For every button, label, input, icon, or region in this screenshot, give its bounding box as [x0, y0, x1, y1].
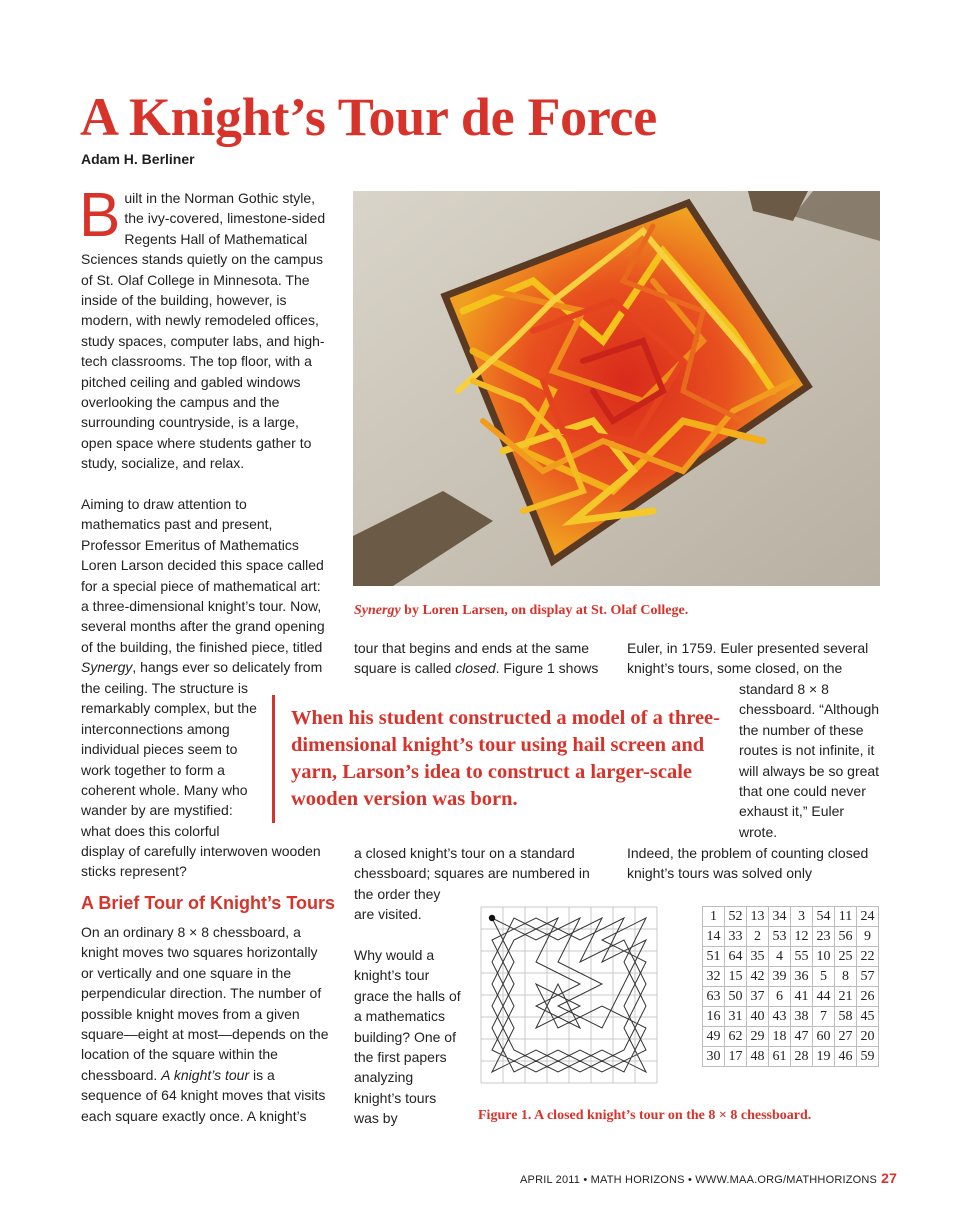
pullquote: When his student constructed a model of a three-dimensional knight’s tour using hail screen and yarn, Larson’s idea to construct a larger-scale wooden version was born. — [291, 707, 720, 810]
article-author: Adam H. Berliner — [81, 151, 195, 167]
grid-cell: 57 — [857, 967, 879, 987]
paragraph-figure-ref: a closed knight’s tour on a standard chessboard; squares are numbered in the order they — [354, 845, 590, 902]
grid-cell: 17 — [725, 1047, 747, 1067]
grid-row — [703, 1047, 879, 1067]
grid-cell: 10 — [813, 947, 835, 967]
grid-cell: 16 — [703, 1007, 725, 1027]
grid-cell: 4 — [769, 947, 791, 967]
grid-cell: 24 — [857, 907, 879, 927]
column-1-bottom — [81, 922, 331, 1126]
grid-cell: 5 — [813, 967, 835, 987]
paragraph-larson-end: display of carefully interwoven wooden sticks represent? — [81, 843, 321, 880]
closed-italic: closed — [455, 660, 496, 677]
paragraph-intro-text: uilt in the Norman Gothic style, the ivy-covered, limestone-sided Regents Hall of Mathematical Sciences stands quietly on the campus of St. Olaf College in Minnesota. The inside of the building, however, is modern, with newly remodeled offices, study spaces, computer labs, and high-tech classrooms. The top floor, with a pitched ceiling and gabled windows overlooking the campus and the surrounding countryside, is a large, open space where students gather to study, socialize, and relax. — [81, 190, 326, 472]
grid-cell: 12 — [791, 927, 813, 947]
paragraph-euler-quote: standard 8 × 8 chessboard. “Although the number of these routes is not infinite, it will always be so great that one could never exhaust it,” Euler wrote. — [739, 681, 880, 840]
drop-cap: B — [79, 181, 121, 250]
grid-cell: 32 — [703, 967, 725, 987]
grid-cell: 56 — [835, 927, 857, 947]
grid-row — [703, 907, 879, 927]
grid-cell: 41 — [791, 987, 813, 1007]
grid-cell: 34 — [769, 907, 791, 927]
grid-cell: 40 — [747, 1007, 769, 1027]
grid-cell: 3 — [791, 907, 813, 927]
knights-tour-number-grid — [702, 906, 879, 1067]
column-3-top — [627, 638, 880, 679]
grid-cell: 25 — [835, 947, 857, 967]
column-1-mid — [81, 494, 329, 678]
grid-cell: 45 — [857, 1007, 879, 1027]
grid-cell: 2 — [747, 927, 769, 947]
paragraph-euler: Euler, in 1759. Euler presented several knight’s tours, some closed, on the — [627, 640, 869, 677]
grid-cell: 53 — [769, 927, 791, 947]
column-2-bottom — [354, 945, 464, 1129]
paragraph-knight-moves-a: On an ordinary 8 × 8 chessboard, a knight moves two squares horizontally or vertically and one square in the perpendicular direction. The number of possible knight moves from a given square—eight at most—depends on the location of the square within the chessboard. — [81, 924, 329, 1083]
column-2-mid2 — [354, 904, 474, 924]
grid-cell: 38 — [791, 1007, 813, 1027]
footer-text: APRIL 2011 • MATH HORIZONS • WWW.MAA.ORG/MATHHORIZONS — [520, 1174, 878, 1186]
grid-cell: 49 — [703, 1027, 725, 1047]
grid-cell: 55 — [791, 947, 813, 967]
section-heading: A Brief Tour of Knight’s Tours — [81, 893, 335, 913]
paragraph-larson-text-b: , hangs ever so delicately from — [132, 659, 323, 676]
synergy-italic: Synergy — [81, 659, 133, 676]
grid-cell: 11 — [835, 907, 857, 927]
column-3-bottom — [627, 843, 880, 884]
grid-row — [703, 987, 879, 1007]
grid-cell: 7 — [813, 1007, 835, 1027]
grid-cell: 60 — [813, 1027, 835, 1047]
grid-cell: 46 — [835, 1047, 857, 1067]
paragraph-closed-b: . Figure 1 shows — [495, 660, 599, 677]
paragraph-counting: Indeed, the problem of counting closed knight’s tours was solved only — [627, 845, 869, 882]
grid-cell: 19 — [813, 1047, 835, 1067]
grid-row — [703, 967, 879, 987]
grid-cell: 13 — [747, 907, 769, 927]
grid-row — [703, 1027, 879, 1047]
grid-cell: 35 — [747, 947, 769, 967]
grid-cell: 21 — [835, 987, 857, 1007]
column-3-wrap — [739, 679, 881, 842]
paragraph-why: Why would a knight’s tour grace the halls of a mathematics building? One of the first papers analyzing knight’s tours was by — [354, 947, 461, 1127]
knights-tour-italic: A knight’s tour — [161, 1066, 250, 1083]
page-footer — [520, 1170, 897, 1186]
grid-cell: 54 — [813, 907, 835, 927]
grid-cell: 51 — [703, 947, 725, 967]
grid-cell: 37 — [747, 987, 769, 1007]
grid-cell: 36 — [791, 967, 813, 987]
photo-caption-text: by Loren Larsen, on display at St. Olaf College. — [400, 603, 689, 618]
figure-caption: Figure 1. A closed knight’s tour on the 8 × 8 chessboard. — [478, 1108, 812, 1123]
grid-cell: 22 — [857, 947, 879, 967]
grid-cell: 20 — [857, 1027, 879, 1047]
article-title: A Knight’s Tour de Force — [80, 87, 657, 147]
paragraph-larson-text-a: Aiming to draw attention to mathematics past and present, Professor Emeritus of Mathematics Loren Larson decided this space called for a special piece of mathematical art: a three-dimensional knight’s tour. Now, several months after the grand opening of the building, the finished piece, titled — [81, 496, 325, 655]
grid-cell: 9 — [857, 927, 879, 947]
grid-cell: 26 — [857, 987, 879, 1007]
column-1-top — [79, 181, 333, 474]
grid-cell: 44 — [813, 987, 835, 1007]
paragraph-knight-moves — [81, 922, 331, 1126]
pullquote-bar — [272, 695, 275, 823]
tour-start-dot — [489, 915, 495, 921]
photo-caption-title: Synergy — [354, 603, 401, 618]
grid-cell: 15 — [725, 967, 747, 987]
column-1-wrap — [81, 678, 263, 841]
column-1-after-wrap — [81, 841, 333, 882]
grid-cell: 47 — [791, 1027, 813, 1047]
paragraph-larson — [81, 494, 329, 678]
page-number: 27 — [881, 1170, 898, 1186]
grid-cell: 14 — [703, 927, 725, 947]
grid-cell: 29 — [747, 1027, 769, 1047]
grid-cell: 48 — [747, 1047, 769, 1067]
grid-cell: 61 — [769, 1047, 791, 1067]
column-2-top — [354, 638, 609, 679]
grid-cell: 27 — [835, 1027, 857, 1047]
grid-cell: 18 — [769, 1027, 791, 1047]
sculpture-illustration — [353, 191, 880, 586]
paragraph-larson-wrap: the ceiling. The structure is remarkably complex, but the interconnections among individual pieces seem to work together to form a coherent whole. Many who wander by are mystified: what does this colorful — [81, 680, 257, 839]
grid-row — [703, 947, 879, 967]
grid-row — [703, 927, 879, 947]
paragraph-figure-ref-end: are visited. — [354, 906, 422, 922]
column-2-mid — [354, 843, 604, 904]
grid-cell: 64 — [725, 947, 747, 967]
grid-cell: 59 — [857, 1047, 879, 1067]
grid-cell: 30 — [703, 1047, 725, 1067]
grid-cell: 1 — [703, 907, 725, 927]
grid-row — [703, 1007, 879, 1027]
paragraph-closed-a: tour that begins and ends at the same square is called — [354, 640, 590, 677]
grid-cell: 43 — [769, 1007, 791, 1027]
paragraph-intro — [79, 181, 333, 474]
photo-caption — [354, 603, 688, 619]
grid-cell: 63 — [703, 987, 725, 1007]
grid-cell: 39 — [769, 967, 791, 987]
grid-cell: 28 — [791, 1047, 813, 1067]
synergy-photo — [353, 191, 880, 586]
grid-cell: 33 — [725, 927, 747, 947]
grid-cell: 50 — [725, 987, 747, 1007]
grid-cell: 31 — [725, 1007, 747, 1027]
grid-cell: 23 — [813, 927, 835, 947]
knights-tour-diagram — [480, 906, 658, 1086]
grid-cell: 6 — [769, 987, 791, 1007]
grid-cell: 42 — [747, 967, 769, 987]
paragraph-knight-moves-b: is a sequence of 64 knight moves that visits each square exactly once. A knight’s — [81, 1066, 326, 1124]
grid-cell: 62 — [725, 1027, 747, 1047]
grid-cell: 8 — [835, 967, 857, 987]
grid-cell: 58 — [835, 1007, 857, 1027]
grid-cell: 52 — [725, 907, 747, 927]
paragraph-closed — [354, 638, 609, 679]
